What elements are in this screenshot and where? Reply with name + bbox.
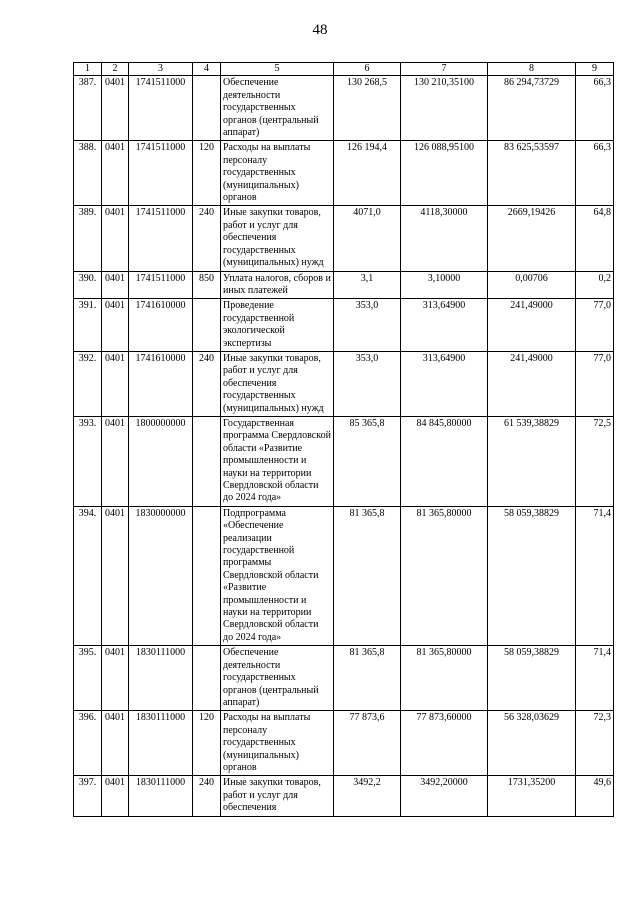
executed-amount: 58 059,38829 xyxy=(488,506,576,645)
refined-amount: 84 845,80000 xyxy=(401,416,488,506)
section-code: 0401 xyxy=(102,271,129,299)
expense-type-code: 120 xyxy=(193,141,221,206)
target-article-code: 1800000000 xyxy=(129,416,193,506)
refined-amount: 130 210,35100 xyxy=(401,76,488,141)
target-article-code: 1741511000 xyxy=(129,141,193,206)
section-code: 0401 xyxy=(102,776,129,816)
execution-percent: 49,6 xyxy=(576,776,614,816)
execution-percent: 71,4 xyxy=(576,646,614,711)
target-article-code: 1830111000 xyxy=(129,776,193,816)
expense-type-code xyxy=(193,76,221,141)
expense-type-code xyxy=(193,506,221,645)
item-name: Обеспечение деятельности государственных органов (центральный аппарат) xyxy=(221,76,334,141)
expense-type-code: 240 xyxy=(193,351,221,416)
section-code: 0401 xyxy=(102,141,129,206)
section-code: 0401 xyxy=(102,646,129,711)
table-row xyxy=(74,299,614,352)
item-name: Иные закупки товаров, работ и услуг для обеспечения xyxy=(221,776,334,816)
approved-amount: 353,0 xyxy=(334,351,401,416)
row-number: 387. xyxy=(74,76,102,141)
target-article-code: 1741610000 xyxy=(129,351,193,416)
approved-amount: 81 365,8 xyxy=(334,646,401,711)
approved-amount: 4071,0 xyxy=(334,206,401,271)
execution-percent: 72,5 xyxy=(576,416,614,506)
execution-percent: 66,3 xyxy=(576,141,614,206)
approved-amount: 3,1 xyxy=(334,271,401,299)
item-name: Расходы на выплаты персоналу государственных (муниципальных) органов xyxy=(221,711,334,776)
approved-amount: 3492,2 xyxy=(334,776,401,816)
execution-percent: 77,0 xyxy=(576,299,614,352)
executed-amount: 83 625,53597 xyxy=(488,141,576,206)
expense-type-code: 240 xyxy=(193,206,221,271)
target-article-code: 1830000000 xyxy=(129,506,193,645)
refined-amount: 3492,20000 xyxy=(401,776,488,816)
section-code: 0401 xyxy=(102,506,129,645)
section-code: 0401 xyxy=(102,416,129,506)
executed-amount: 61 539,38829 xyxy=(488,416,576,506)
col-header-9: 9 xyxy=(576,63,614,76)
table-row xyxy=(74,271,614,299)
table-row xyxy=(74,506,614,645)
col-header-6: 6 xyxy=(334,63,401,76)
row-number: 396. xyxy=(74,711,102,776)
table-row xyxy=(74,351,614,416)
item-name: Государственная программа Свердловской области «Развитие промышленности и науки на территории Свердловской области до 2024 года» xyxy=(221,416,334,506)
table-row xyxy=(74,76,614,141)
execution-percent: 71,4 xyxy=(576,506,614,645)
target-article-code: 1741610000 xyxy=(129,299,193,352)
section-code: 0401 xyxy=(102,206,129,271)
approved-amount: 130 268,5 xyxy=(334,76,401,141)
row-number: 393. xyxy=(74,416,102,506)
refined-amount: 4118,30000 xyxy=(401,206,488,271)
table-row xyxy=(74,646,614,711)
col-header-5: 5 xyxy=(221,63,334,76)
execution-percent: 77,0 xyxy=(576,351,614,416)
target-article-code: 1830111000 xyxy=(129,711,193,776)
approved-amount: 353,0 xyxy=(334,299,401,352)
refined-amount: 313,64900 xyxy=(401,299,488,352)
row-number: 397. xyxy=(74,776,102,816)
row-number: 389. xyxy=(74,206,102,271)
budget-table xyxy=(73,62,614,817)
table-row xyxy=(74,206,614,271)
table-row xyxy=(74,776,614,816)
executed-amount: 2669,19426 xyxy=(488,206,576,271)
executed-amount: 56 328,03629 xyxy=(488,711,576,776)
refined-amount: 3,10000 xyxy=(401,271,488,299)
approved-amount: 126 194,4 xyxy=(334,141,401,206)
row-number: 390. xyxy=(74,271,102,299)
item-name: Иные закупки товаров, работ и услуг для обеспечения государственных (муниципальных) нужд xyxy=(221,351,334,416)
executed-amount: 86 294,73729 xyxy=(488,76,576,141)
expense-type-code: 850 xyxy=(193,271,221,299)
executed-amount: 58 059,38829 xyxy=(488,646,576,711)
approved-amount: 77 873,6 xyxy=(334,711,401,776)
item-name: Уплата налогов, сборов и иных платежей xyxy=(221,271,334,299)
refined-amount: 126 088,95100 xyxy=(401,141,488,206)
section-code: 0401 xyxy=(102,711,129,776)
section-code: 0401 xyxy=(102,76,129,141)
section-code: 0401 xyxy=(102,299,129,352)
row-number: 392. xyxy=(74,351,102,416)
executed-amount: 0,00706 xyxy=(488,271,576,299)
target-article-code: 1741511000 xyxy=(129,206,193,271)
item-name: Обеспечение деятельности государственных органов (центральный аппарат) xyxy=(221,646,334,711)
execution-percent: 66,3 xyxy=(576,76,614,141)
item-name: Иные закупки товаров, работ и услуг для обеспечения государственных (муниципальных) нужд xyxy=(221,206,334,271)
expense-type-code xyxy=(193,646,221,711)
expense-type-code: 120 xyxy=(193,711,221,776)
expense-type-code xyxy=(193,416,221,506)
refined-amount: 77 873,60000 xyxy=(401,711,488,776)
page-number: 48 xyxy=(312,22,328,38)
section-code: 0401 xyxy=(102,351,129,416)
executed-amount: 241,49000 xyxy=(488,351,576,416)
row-number: 394. xyxy=(74,506,102,645)
col-header-1: 1 xyxy=(74,63,102,76)
col-header-4: 4 xyxy=(193,63,221,76)
expense-type-code xyxy=(193,299,221,352)
item-name: Проведение государственной экологической экспертизы xyxy=(221,299,334,352)
table-header-row xyxy=(74,63,614,76)
approved-amount: 81 365,8 xyxy=(334,506,401,645)
item-name: Подпрограмма «Обеспечение реализации государственной программы Свердловской области «Развитие промышленности и науки на территории Свердловской области до 2024 года» xyxy=(221,506,334,645)
item-name: Расходы на выплаты персоналу государственных (муниципальных) органов xyxy=(221,141,334,206)
col-header-2: 2 xyxy=(102,63,129,76)
row-number: 395. xyxy=(74,646,102,711)
table-row xyxy=(74,141,614,206)
refined-amount: 81 365,80000 xyxy=(401,646,488,711)
target-article-code: 1741511000 xyxy=(129,271,193,299)
table-row xyxy=(74,416,614,506)
refined-amount: 313,64900 xyxy=(401,351,488,416)
col-header-8: 8 xyxy=(488,63,576,76)
target-article-code: 1830111000 xyxy=(129,646,193,711)
row-number: 388. xyxy=(74,141,102,206)
execution-percent: 72,3 xyxy=(576,711,614,776)
table-row xyxy=(74,711,614,776)
executed-amount: 241,49000 xyxy=(488,299,576,352)
target-article-code: 1741511000 xyxy=(129,76,193,141)
execution-percent: 64,8 xyxy=(576,206,614,271)
approved-amount: 85 365,8 xyxy=(334,416,401,506)
refined-amount: 81 365,80000 xyxy=(401,506,488,645)
row-number: 391. xyxy=(74,299,102,352)
execution-percent: 0,2 xyxy=(576,271,614,299)
executed-amount: 1731,35200 xyxy=(488,776,576,816)
expense-type-code: 240 xyxy=(193,776,221,816)
col-header-3: 3 xyxy=(129,63,193,76)
col-header-7: 7 xyxy=(401,63,488,76)
